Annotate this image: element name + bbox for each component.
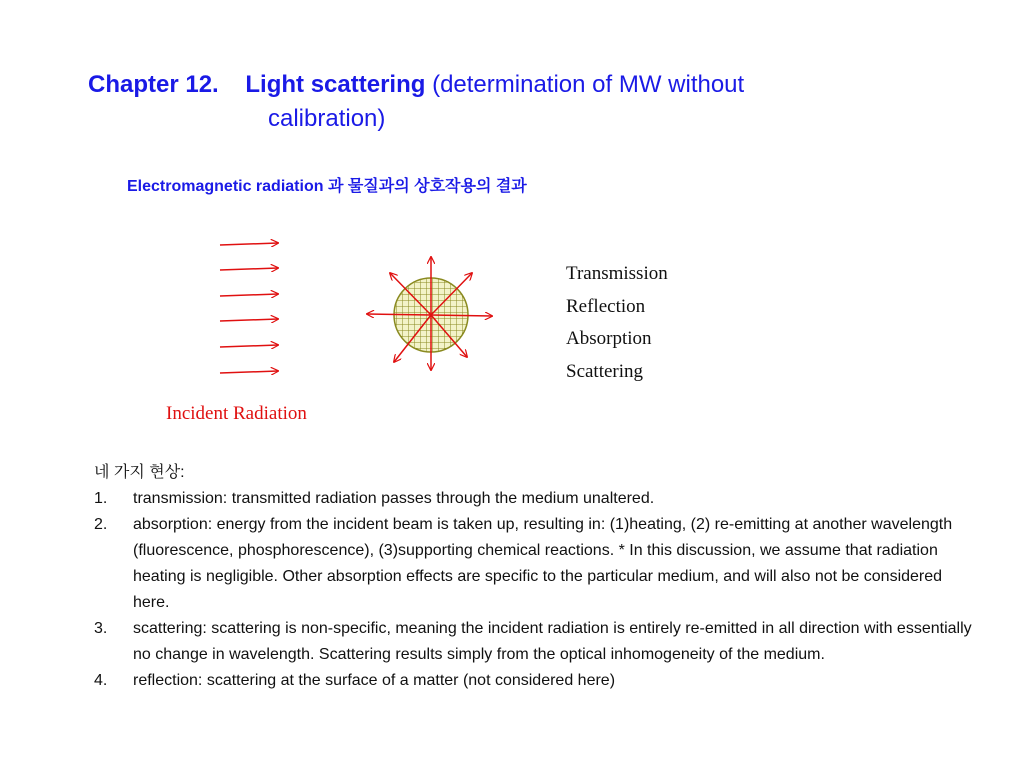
list-item [94, 668, 974, 694]
incident-radiation-label: Incident Radiation [166, 403, 307, 424]
subtitle-bold: Electromagnetic radiation [127, 178, 324, 195]
scattered-arrow-right [431, 315, 492, 316]
list-item [94, 486, 974, 512]
subtitle-korean: 과 물질과의 상호작용의 결과 [327, 178, 527, 195]
incident-arrow [220, 371, 278, 373]
incident-arrow [220, 243, 278, 245]
list-item-text: scattering: scattering is non-specific, meaning the incident radiation is entirely re-emitted in all direction with essentially no change in wavelength. Scattering results simply from the optical inhomogeneity of the medium. [133, 620, 972, 663]
list-item-number: 4. [94, 672, 108, 689]
phenomenon-transmission: Transmission [566, 263, 668, 284]
chapter-topic: Light scattering [245, 71, 426, 98]
list-item [94, 512, 974, 616]
chapter-number: Chapter 12. [88, 71, 219, 98]
phenomenon-scattering: Scattering [566, 360, 644, 382]
phenomena-heading: 네 가지 현상: [94, 464, 185, 481]
phenomenon-reflection: Reflection [566, 295, 646, 317]
scattered-arrow-left [367, 314, 431, 315]
phenomenon-absorption: Absorption [566, 328, 652, 349]
list-item-text: transmission: transmitted radiation passes through the medium unaltered. [133, 490, 655, 507]
incident-arrow [220, 294, 278, 296]
list-item-text: absorption: energy from the incident beam is taken up, resulting in: (1)heating, (2) re-emitting at another wavelength (fluorescence, phosphorescence), (3)supporting chemical reactions. * In this discussion, we assume that radiation heating is negligible. Other absorption effects are specific to the particular medium, and will also not be considered here. [133, 516, 953, 611]
incident-arrows [220, 243, 278, 373]
scattered-arrows [367, 257, 492, 370]
list-item-number: 1. [94, 490, 108, 507]
incident-arrow [220, 319, 278, 321]
incident-arrow [220, 268, 278, 270]
list-item-number: 2. [94, 516, 108, 533]
phenomena-list [566, 258, 668, 388]
list-item [94, 616, 974, 668]
list-item-text: reflection: scattering at the surface of a matter (not considered here) [133, 672, 616, 689]
title-parenthetical-line1: (determination of MW without [432, 71, 745, 98]
title-parenthetical-line2: calibration) [268, 105, 386, 132]
body-text [94, 460, 974, 694]
incident-arrow [220, 345, 278, 347]
list-item-number: 3. [94, 620, 108, 637]
